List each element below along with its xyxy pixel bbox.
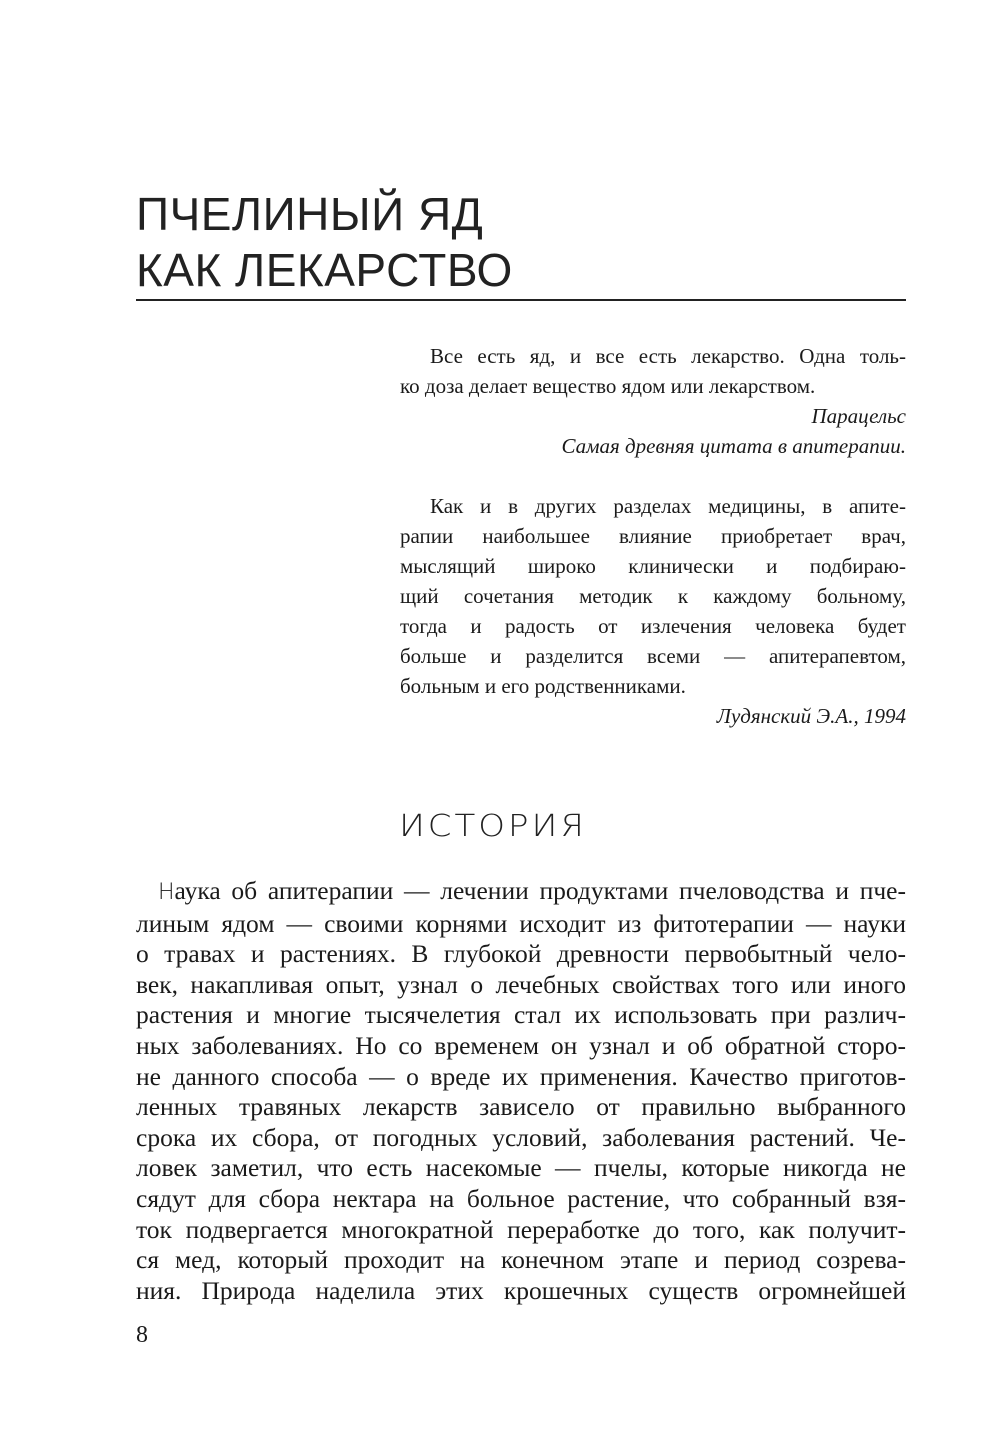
epigraph	[400, 341, 906, 731]
body-line: век, накапливая опыт, узнал о лечебных свойствах того или иного	[136, 969, 906, 999]
epigraph-1-line: Все есть яд, и все есть лекарство. Одна толь-	[430, 344, 906, 368]
epigraph-2-line: рапии наибольшее влияние приобретает врач,	[400, 524, 906, 548]
body-line: ленных травяных лекарств зависело от правильно выбранного	[136, 1092, 906, 1122]
epigraph-1-note: Самая древняя цитата в апитерапии.	[561, 434, 906, 458]
body-line: линым ядом — своими корнями исходит из фитотерапии — науки	[136, 908, 906, 938]
epigraph-1-author: Парацельс	[811, 404, 906, 428]
body-line: ловек заметил, что есть насекомые — пчелы, которые никогда не	[136, 1153, 906, 1183]
chapter-title-line-2: КАК ЛЕКАРСТВО	[136, 244, 513, 296]
body-line: сядут для сбора нектара на больное растение, что собранный взя-	[136, 1183, 906, 1213]
drop-cap: Н	[158, 880, 175, 905]
body-line: ных заболеваниях. Но со временем он узнал и об обратной сторо-	[136, 1030, 906, 1060]
epigraph-2-line: щий сочетания методик к каждому больному,	[400, 584, 906, 608]
body-line: ток подвергается многократной переработке до того, как получит-	[136, 1214, 906, 1244]
body-line	[136, 876, 906, 909]
chapter-title-line-1: ПЧЕЛИНЫЙ ЯД	[136, 188, 484, 240]
body-line: растения и многие тысячелетия стал их использовать при различ-	[136, 1000, 906, 1030]
chapter-title	[136, 186, 906, 298]
body-line: не данного способа — о вреде их применения. Качество приготов-	[136, 1061, 906, 1091]
epigraph-1-line: ко доза делает вещество ядом или лекарством.	[400, 374, 816, 398]
epigraph-2-author: Лудянский Э.А., 1994	[716, 704, 906, 728]
body-text	[136, 876, 906, 1306]
body-line-text: аука об апитерапии — лечении продуктами пчеловодства и пче-	[174, 876, 906, 905]
body-line: ния. Природа наделила этих крошечных существ огромнейшей	[136, 1275, 906, 1305]
page-number: 8	[136, 1322, 148, 1348]
epigraph-2-line: мыслящий широко клинически и подбираю-	[400, 554, 906, 578]
epigraph-2-line: больше и разделится всеми — апитерапевтом,	[400, 644, 906, 668]
epigraph-2-line: больным и его родственниками.	[400, 674, 686, 698]
epigraph-2-line: Как и в других разделах медицины, в апите-	[430, 494, 906, 518]
epigraph-2-line: тогда и радость от излечения человека будет	[400, 614, 906, 638]
section-title: ИСТОРИЯ	[399, 808, 587, 844]
body-line: ся мед, который проходит на конечном этапе и период созрева-	[136, 1245, 906, 1275]
body-line: о травах и растениях. В глубокой древности первобытный чело-	[136, 939, 906, 969]
title-divider	[136, 299, 906, 301]
body-line: срока их сбора, от погодных условий, заболевания растений. Че-	[136, 1122, 906, 1152]
